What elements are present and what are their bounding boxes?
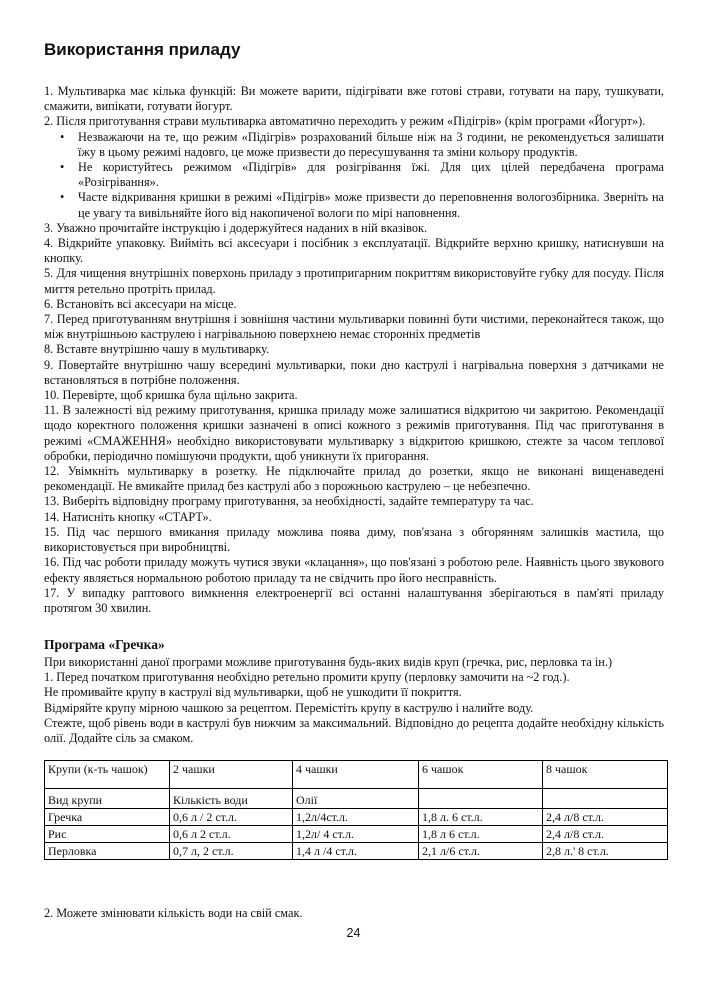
paragraph: 15. Під час першого вмикання приладу можлива поява диму, пов'язана з обгорянням залишків мастила, що використовується при виробництві. [44, 524, 664, 555]
paragraph: 14. Натисніть кнопку «СТАРТ». [44, 509, 212, 524]
paragraph: 16. Під час роботи приладу можуть чутися звуки «клацання», що пов'язані з роботою реле. Наявність цього звукового ефекту являється нормальною роботою приладу та не свідчить про його несправність. [44, 555, 664, 585]
table-cell: Кількість води [170, 792, 293, 809]
paragraph: Стежте, щоб рівень води в каструлі був нижчим за максимальний. Відповідно до рецепта додайте необхідну кількість олії. Додайте сіль за смаком. [44, 715, 664, 746]
table-cell: 1,8 л. 6 ст.л. [419, 809, 543, 826]
table-cell: 1,2л/4ст.л. [293, 809, 419, 826]
bullet-item: • Незважаючи на те, що режим «Підігрів» розрахований більше ніж на 3 години, не рекомендується залишати їжу в цьому режимі надовго, це може призвести до пересушування та зміни кольору продуктів. [60, 129, 664, 159]
table-cell: 1,4 л /4 ст.л. [293, 843, 419, 860]
bullet-icon: • [60, 129, 65, 144]
paragraph: 1. Перед початком приготування необхідно ретельно промити крупу (перловку замочити на ~2 год.). [44, 670, 570, 685]
paragraph: 2. Після приготування страви мультиварка автоматично переходить у режим «Підігрів» (крім програми «Йогурт»). [44, 114, 646, 129]
page-number: 24 [346, 926, 361, 940]
paragraph: Не промивайте крупу в каструлі від мультиварки, щоб не ушкодити її покриття. [44, 685, 462, 700]
footnote: 2. Можете змінювати кількість води на свій смак. [44, 906, 303, 920]
instructions-body [44, 84, 664, 616]
section-title: Програма «Гречка» [44, 637, 165, 652]
paragraph: 11. В залежності від режиму приготування, кришка приладу може залишатися відкритою чи закритою. Рекомендації щодо коректного положення кришки зазначені в описі кожного з режимів приготування. Під час приготування в режимі «СМАЖЕННЯ» необхідно використовувати мультиварку з відкритою кришкою, стежте за часом теплової обробки, періодично помішуючи продукти, щоб уникнути їх пригорання. [44, 403, 664, 463]
paragraph: 3. Уважно прочитайте інструкцію і додержуйтеся наданих в ній вказівок. [44, 220, 428, 235]
table-cell: 4 чашки [293, 761, 419, 789]
bullet-list [44, 130, 664, 221]
grain-water-table [44, 760, 668, 860]
table-cell: 8 чашок [543, 761, 668, 789]
bullet-item: • Не користуйтесь режимом «Підігрів» для розігрівання їжі. Для цих цілей передбачена програма «Розігрівання». [60, 160, 664, 190]
table-subheader-row [45, 792, 668, 809]
table-cell: 2,1 л/6 ст.л. [419, 843, 543, 860]
paragraph: 12. Увімкніть мультиварку в розетку. Не підключайте прилад до розетки, якщо не виконані вищенаведені рекомендації. Не вмикайте прилад без каструлі або з порожньою каструлею – це небезпечно. [44, 464, 664, 494]
table-cell: Гречка [45, 809, 170, 826]
bullet-item: • Часте відкривання кришки в режимі «Підігрів» може призвести до переповнення вологозбірника. Зверніть на це увагу та вивільняйте його від накопиченої вологи по мірі наповнення. [60, 190, 664, 220]
bullet-icon: • [60, 160, 65, 175]
paragraph: 13. Виберіть відповідну програму приготування, за необхідності, задайте температуру та час. [44, 494, 534, 509]
paragraph: 9. Повертайте внутрішню чашу всередині мультиварки, поки дно каструлі і нагрівальна поверхня з датчиками не встановляться в потрібне положення. [44, 357, 664, 387]
table-cell: 2,4 л/8 ст.л. [543, 809, 668, 826]
table-cell: 6 чашок [419, 761, 543, 789]
page-title: Використання приладу [44, 40, 241, 59]
table-header-row [45, 761, 668, 789]
paragraph: 5. Для чищення внутрішніх поверхонь приладу з протипригарним покриттям використовуйте губку для посуду. Після миття ретельно протріть прилад. [44, 266, 664, 296]
table-cell: Вид крупи [45, 792, 170, 809]
table-row [45, 843, 668, 860]
table-cell: 0,6 л / 2 ст.л. [170, 809, 293, 826]
table-cell: 2,8 л.' 8 ст.л. [543, 843, 668, 860]
paragraph: 17. У випадку раптового вимкнення електроенергії всі останні налаштування зберігаються в пам'яті приладу протягом 30 хвилин. [44, 585, 664, 615]
table-cell: 1,2л/ 4 ст.л. [293, 826, 419, 843]
paragraph: 10. Перевірте, щоб кришка була щільно закрита. [44, 388, 298, 403]
table-cell [419, 792, 543, 809]
table-cell: Рис [45, 826, 170, 843]
table-cell: Олії [293, 792, 419, 809]
table-cell: Крупи (к-ть чашок) [45, 761, 170, 789]
table-cell: 2,4 л/8 ст.л. [543, 826, 668, 843]
table-row [45, 826, 668, 843]
paragraph: 8. Вставте внутрішню чашу в мультиварку. [44, 342, 270, 357]
table-cell: 1,8 л 6 ст.л. [419, 826, 543, 843]
bullet-icon: • [60, 190, 65, 205]
table-cell: 0,6 л 2 ст.л. [170, 826, 293, 843]
paragraph: При використанні даної програми можливе приготування будь-яких видів круп (гречка, рис, перловка та ін.) [44, 655, 613, 669]
paragraph: 1. Мультиварка має кілька функцій: Ви можете варити, підігрівати вже готові страви, готувати на пару, тушкувати, смажити, випікати, готувати йогурт. [44, 84, 664, 114]
paragraph: 6. Встановіть всі аксесуари на місце. [44, 296, 237, 311]
table-cell: 0,7 л, 2 ст.л. [170, 843, 293, 860]
paragraph: 7. Перед приготуванням внутрішня і зовнішня частини мультиварки повинні бути чистими, переконайтеся також, що між внутрішньою каструлею і нагрівальною поверхнею немає сторонніх предметів [44, 312, 664, 342]
grecha-program-body [44, 655, 664, 746]
table-cell [543, 792, 668, 809]
paragraph: 4. Відкрийте упаковку. Виймiть всі аксесуари і посібник з експлуатації. Відкрийте верхню кришку, натиснувши на кнопку. [44, 236, 664, 266]
table-cell: 2 чашки [170, 761, 293, 789]
paragraph: Відміряйте крупу мірною чашкою за рецептом. Перемістіть крупу в каструлю і налийте воду. [44, 700, 534, 715]
table-cell: Перловка [45, 843, 170, 860]
table-row [45, 809, 668, 826]
